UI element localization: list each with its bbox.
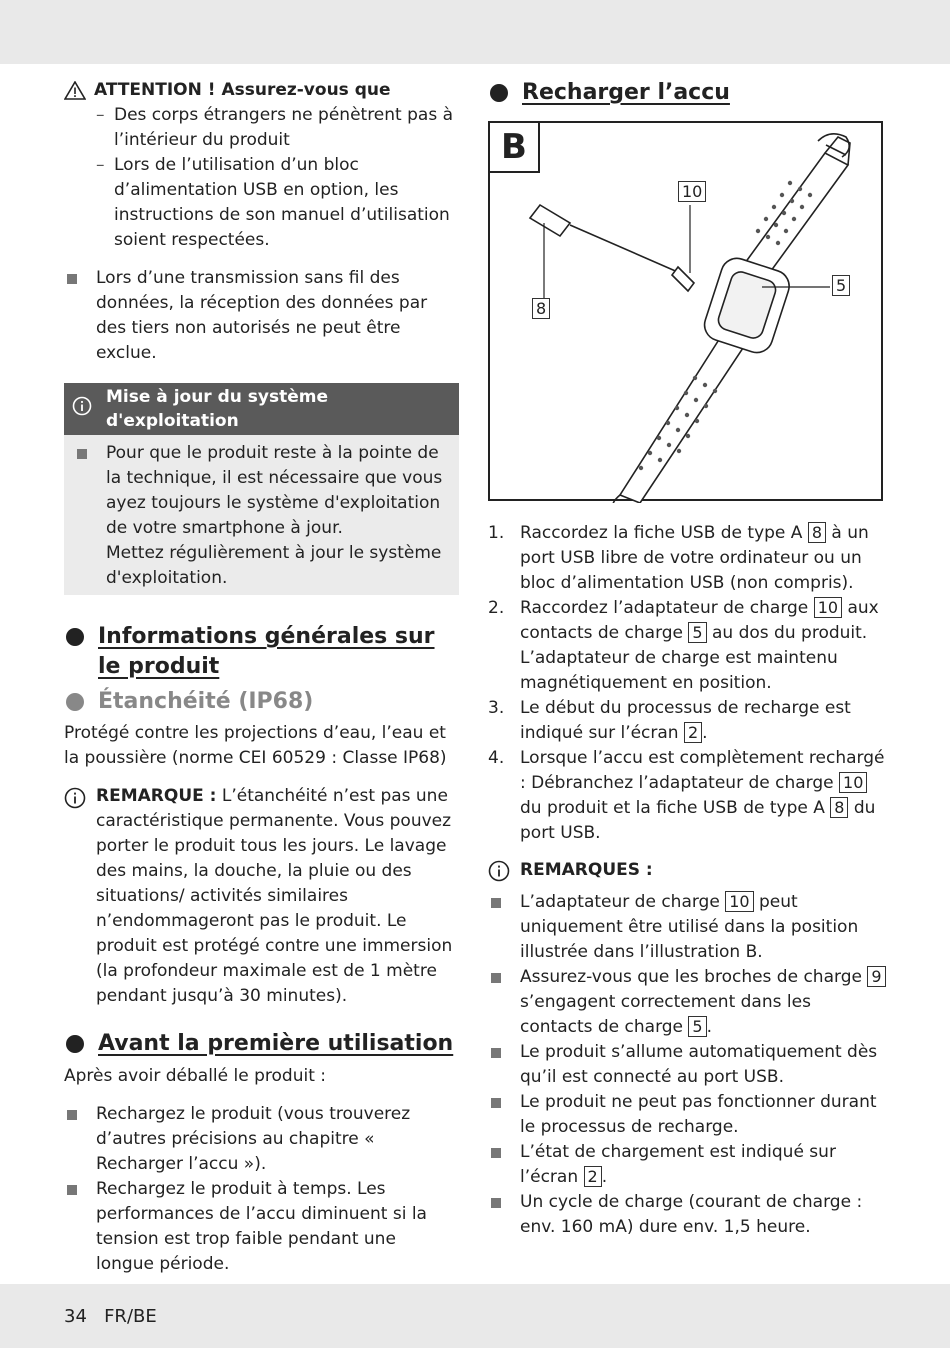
os-update-title: Mise à jour du système d'exploitation <box>106 387 329 431</box>
remarks-list <box>488 890 888 1240</box>
list-item: Pour que le produit reste à la pointe de la technique, il est nécessaire que vous ayez toujours le système d'exploitation de votre smartphone à jour. Mettez régulièrement à jour le système d'exploitation. <box>74 441 449 591</box>
list-item: 2. Raccordez l’adaptateur de charge 10 aux contacts de charge 5 au dos du produit. L’adaptateur de charge est maintenu magnétiquement en position. <box>488 598 879 693</box>
recharge-heading: Recharger l’accu <box>488 78 888 108</box>
bullet-dot <box>66 628 84 646</box>
ip68-text: Protégé contre les projections d’eau, l’eau et la poussière (norme CEI 60529 : Classe IP68) <box>64 723 447 768</box>
ref-label: 9 <box>867 966 885 987</box>
list-item: Un cycle de charge (courant de charge : env. 160 mA) dure env. 1,5 heure. <box>488 1190 888 1240</box>
page-footer <box>64 1304 157 1329</box>
first-use-heading: Avant la première utilisation <box>64 1029 459 1059</box>
figure-letter: B <box>490 123 540 173</box>
remark-label: REMARQUE : <box>96 786 217 806</box>
bullet-dot <box>66 693 84 711</box>
ref-label: 10 <box>725 891 753 912</box>
info-icon <box>488 858 520 890</box>
ref-label: 8 <box>830 797 848 818</box>
list-item: 1. Raccordez la fiche USB de type A 8 à un port USB libre de votre ordinateur ou un bloc d’alimentation USB (non compris). <box>488 523 869 593</box>
ref-label: 5 <box>688 622 706 643</box>
figure-b <box>488 121 883 501</box>
info-icon <box>72 396 92 423</box>
list-item: 4. Lorsque l’accu est complètement rechargé : Débranchez l’adaptateur de charge 10 du produit et la fiche USB de type A 8 du port USB. <box>488 748 885 843</box>
list-item: L’adaptateur de charge 10 peut uniquement être utilisé dans la position illustrée dans l’illustration B. <box>488 890 888 965</box>
remark-note <box>64 784 459 1009</box>
os-update-body <box>64 435 459 595</box>
info-icon <box>64 784 96 1009</box>
list-item: L’état de chargement est indiqué sur l’écran 2 . <box>488 1140 888 1190</box>
ref-label: 10 <box>839 772 867 793</box>
first-use-intro: Après avoir déballé le produit : <box>64 1066 326 1086</box>
os-update-header <box>64 383 459 435</box>
steps-list <box>488 521 888 846</box>
ref-label: 2 <box>584 1166 602 1187</box>
attention-heading: ATTENTION ! Assurez-vous que <box>64 78 459 103</box>
list-item: Le produit ne peut pas fonctionner durant le processus de recharge. <box>488 1090 888 1140</box>
language-code: FR/BE <box>104 1306 157 1327</box>
ref-label: 2 <box>684 722 702 743</box>
list-item: Rechargez le produit (vous trouverez d’autres précisions au chapitre « Recharger l’accu »). <box>64 1102 459 1177</box>
remarks-heading: REMARQUES : <box>488 858 888 890</box>
list-item: 3. Le début du processus de recharge est indiqué sur l’écran 2 . <box>488 698 851 743</box>
figure-label-5: 5 <box>832 275 850 296</box>
list-item: Rechargez le produit à temps. Les performances de l’accu diminuent si la tension est trop faible pendant une longue période. <box>64 1177 459 1277</box>
ip68-heading: Étanchéité (IP68) <box>64 687 459 717</box>
top-band <box>0 0 950 64</box>
left-column <box>64 78 459 1277</box>
general-info-heading: Informations générales sur le produit <box>64 622 459 682</box>
figure-label-8: 8 <box>532 298 550 319</box>
list-item: Assurez-vous que les broches de charge 9 s’engagent correctement dans les contacts de charge 5 . <box>488 965 888 1040</box>
page-number: 34 <box>64 1306 87 1327</box>
figure-label-10: 10 <box>678 181 706 202</box>
wireless-bullet-list <box>64 266 459 366</box>
os-update-box <box>64 383 459 595</box>
ref-label: 8 <box>808 522 826 543</box>
bullet-dot <box>490 84 508 102</box>
ref-label: 10 <box>814 597 842 618</box>
ref-label: 5 <box>688 1016 706 1037</box>
list-item: – Lors de l’utilisation d’un bloc d’alimentation USB en option, les instructions de son manuel d’utilisation soient respectées. <box>96 153 459 253</box>
bullet-dot <box>66 1035 84 1053</box>
list-item: Le produit s’allume automatiquement dès qu’il est connecté au port USB. <box>488 1040 888 1090</box>
list-item: Lors d’une transmission sans fil des données, la réception des données par des tiers non autorisés ne peut être exclue. <box>64 266 459 366</box>
first-use-list <box>64 1102 459 1277</box>
list-item: – Des corps étrangers ne pénètrent pas à l’intérieur du produit <box>96 103 459 153</box>
warning-icon <box>64 81 86 100</box>
attention-list <box>64 103 459 253</box>
right-column <box>488 78 888 1240</box>
remark-text: L’étanchéité n’est pas une caractéristique permanente. Vous pouvez porter le produit tous les jours. Le lavage des mains, la douche, la pluie ou des situations/ activités similaires n’endommageront pas le produit. Le produit est protégé contre une immersion (la profondeur maximale est de 1 mètre pendant jusqu’à 30 minutes). <box>96 786 453 1006</box>
